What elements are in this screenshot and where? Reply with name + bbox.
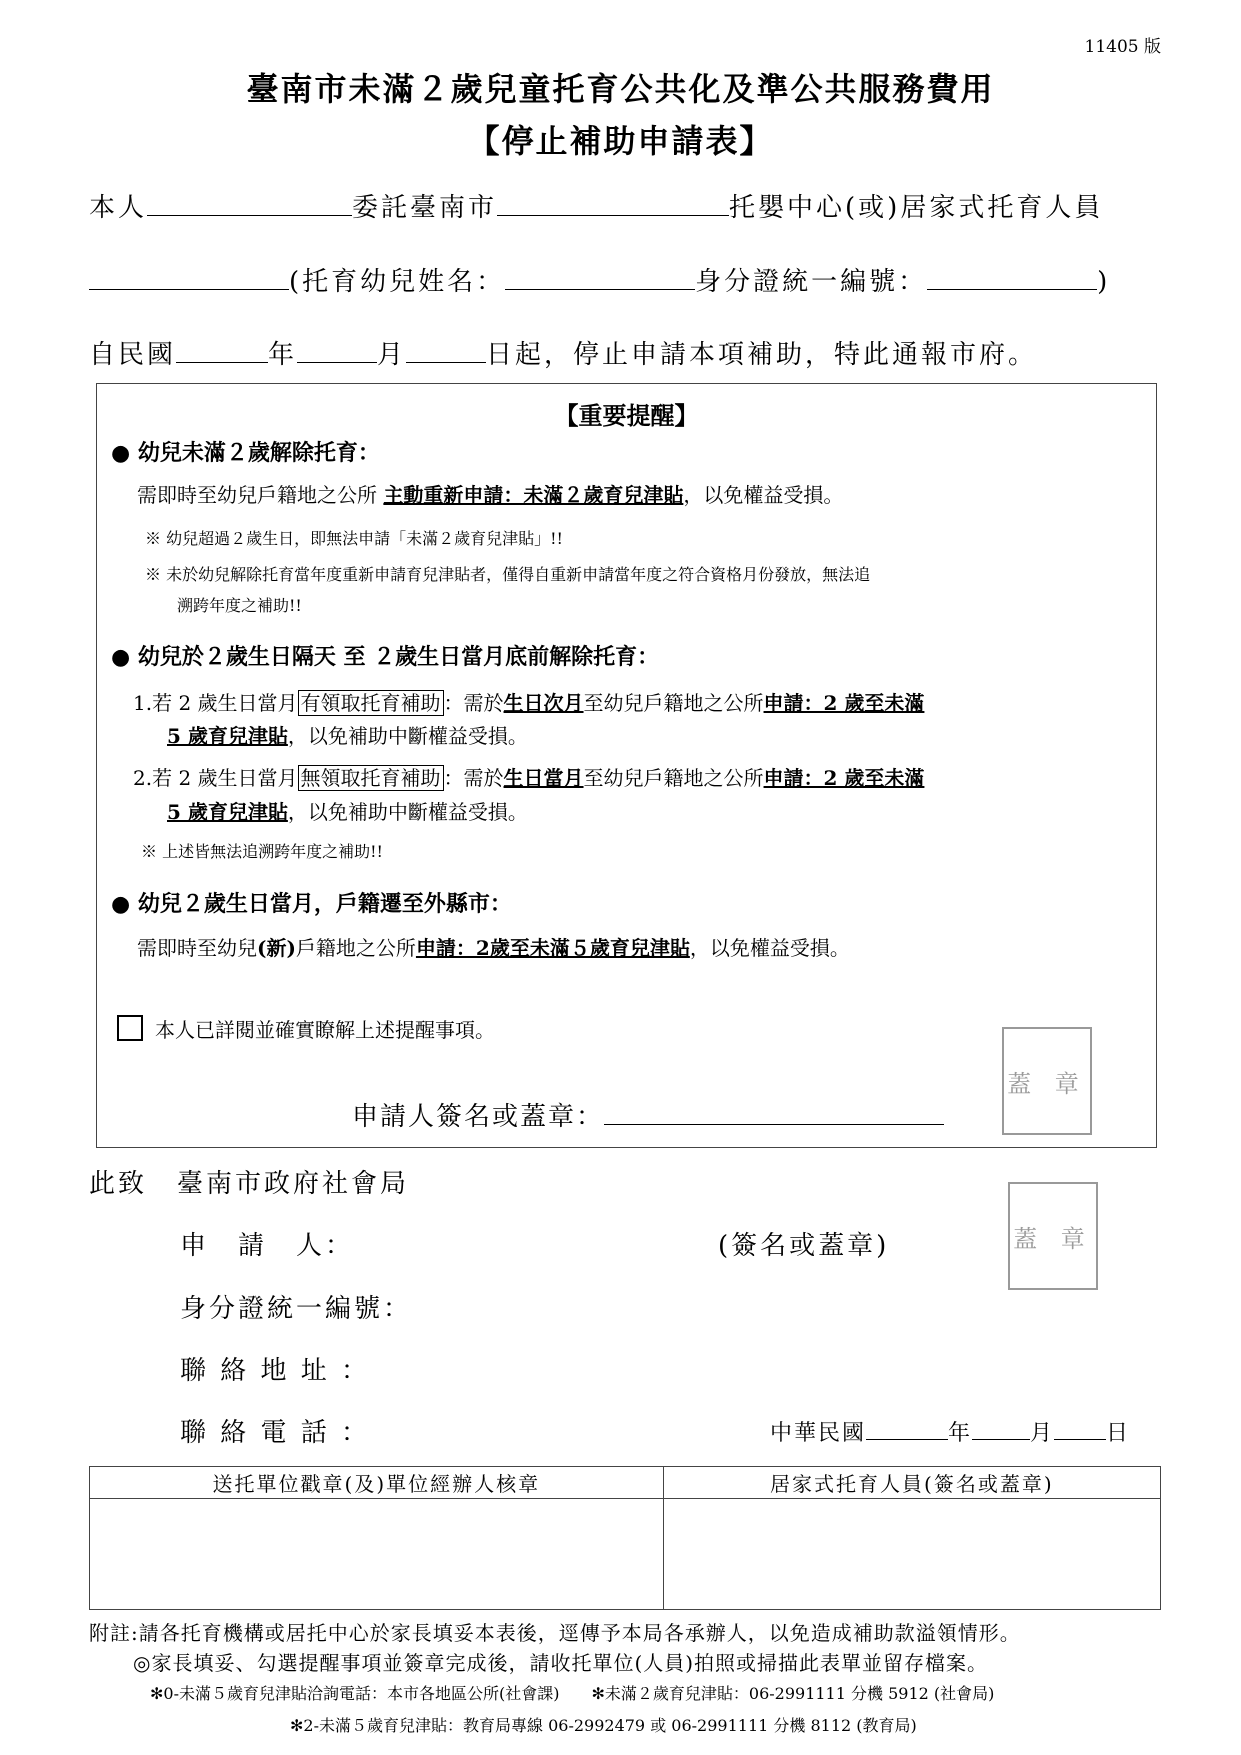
statement-line-3: 自民國 年 月 日起，停止申請本項補助，特此通報市府。 xyxy=(89,334,1037,371)
statement-line-1 xyxy=(89,187,1103,224)
center-name-blank[interactable] xyxy=(497,189,729,216)
section-2-item-2: 2.若 2 歲生日當月 無領取托育補助 ：需於生日當月至幼兒戶籍地之公所申請：2 歲至未滿 xyxy=(133,766,925,790)
form-subtitle: 【停止補助申請表】 xyxy=(467,122,774,160)
day-blank[interactable] xyxy=(406,336,486,363)
section-1-note-2-cont: 溯跨年度之補助!! xyxy=(177,596,302,615)
stamp-box-1[interactable]: 蓋 章 xyxy=(1002,1027,1092,1135)
text-child-name: (托育幼兒姓名： xyxy=(289,267,506,297)
applicant-name-blank[interactable] xyxy=(147,189,352,216)
date-day-blank[interactable] xyxy=(1054,1417,1106,1440)
child-id-blank[interactable] xyxy=(927,263,1097,290)
footer-note-2: ◎家長填妥、勾選提醒事項並簽章完成後，請收托單位(人員)拍照或掃描此表單並留存檔案。 xyxy=(133,1651,989,1675)
date-row: 中華民國 年 月 日 xyxy=(770,1416,1130,1447)
acknowledge-label: 本人已詳閱並確實瞭解上述提醒事項。 xyxy=(155,1018,495,1042)
section-1-note-2: ※ 未於幼兒解除托育當年度重新申請育兒津貼者，僅得自重新申請當年度之符合資格月份發放，無法追 xyxy=(145,565,871,584)
signature-table xyxy=(89,1466,1161,1610)
version-label: 11405 版 xyxy=(1084,37,1161,57)
text-center-type: 托嬰中心(或)居家式托育人員 xyxy=(729,193,1104,223)
section-2-note: ※ 上述皆無法追溯跨年度之補助!! xyxy=(141,842,383,861)
acknowledge-row xyxy=(117,1014,495,1043)
table-header-caregiver: 居家式托育人員(簽名或蓋章) xyxy=(663,1467,1160,1499)
applicant-label: 申 請 人： xyxy=(180,1231,355,1261)
text-entrust: 委託臺南市 xyxy=(352,193,498,223)
section-1-note-1: ※ 幼兒超過２歲生日，即無法申請「未滿２歲育兒津貼」!! xyxy=(145,529,563,548)
section-2-heading: ● 幼兒於２歲生日隔天 至 ２歲生日當月底前解除托育： xyxy=(111,644,660,670)
statement-line-2: (托育幼兒姓名： 身分證統一編號： ) xyxy=(89,261,1110,298)
table-header-unit: 送托單位戳章(及)單位經辦人核章 xyxy=(90,1467,664,1499)
section-2-item-1-cont: 5 歲育兒津貼，以免補助中斷權益受損。 xyxy=(167,724,528,748)
phone-label: 聯 絡 電 話 ： xyxy=(180,1418,371,1448)
addressee-row: 此致 臺南市政府社會局 xyxy=(89,1169,410,1199)
section-3-text: 需即時至幼兒(新)戶籍地之公所申請：2歲至未滿５歲育兒津貼，以免權益受損。 xyxy=(137,936,850,960)
date-year-blank[interactable] xyxy=(866,1417,948,1440)
footer-note-3: ✻0-未滿５歲育兒津貼洽詢電話：本市各地區公所(社會課) ✻未滿２歲育兒津貼：06-2991111 分機 5912 (社會局) xyxy=(150,1684,995,1703)
date-month-blank[interactable] xyxy=(972,1417,1030,1440)
applicant-sign-blank[interactable] xyxy=(604,1098,944,1125)
section-2-item-1: 1.若 2 歲生日當月 有領取托育補助 ：需於生日次月至幼兒戶籍地之公所申請：2 歲至未滿 xyxy=(133,691,925,715)
footer-note-4: ✻2-未滿５歲育兒津貼：教育局專線 06-2992479 或 06-2991111 分機 8112 (教育局) xyxy=(290,1716,917,1735)
section-3-heading: ● 幼兒２歲生日當月，戶籍遷至外縣市： xyxy=(111,891,512,917)
form-title: 臺南市未滿２歲兒童托育公共化及準公共服務費用 xyxy=(246,70,995,108)
reminder-box xyxy=(96,383,1157,1148)
year-blank[interactable] xyxy=(176,336,268,363)
month-blank[interactable] xyxy=(297,336,377,363)
sign-hint: (簽名或蓋章) xyxy=(718,1231,890,1261)
address-label: 聯 絡 地 址 ： xyxy=(180,1356,371,1386)
reminder-title: 【重要提醒】 xyxy=(554,401,699,430)
section-1-text: 需即時至幼兒戶籍地之公所 主動重新申請：未滿２歲育兒津貼，以免權益受損。 xyxy=(137,483,844,507)
applicant-sign-row: 申請人簽名或蓋章： xyxy=(352,1096,944,1133)
unit-stamp-cell[interactable] xyxy=(90,1499,664,1610)
text-self: 本人 xyxy=(89,193,148,223)
id-number-label: 身分證統一編號： xyxy=(180,1294,413,1324)
caregiver-sign-cell[interactable] xyxy=(663,1499,1160,1610)
caregiver-name-blank[interactable] xyxy=(89,263,289,290)
child-name-blank[interactable] xyxy=(505,263,695,290)
section-1-heading: ● 幼兒未滿２歲解除托育： xyxy=(111,440,380,466)
footer-note-1: 附註:請各托育機構或居托中心於家長填妥本表後，逕傳予本局各承辦人，以免造成補助款溢領情形。 xyxy=(89,1621,1021,1645)
stamp-box-2[interactable]: 蓋 章 xyxy=(1008,1182,1098,1290)
section-2-item-2-cont: 5 歲育兒津貼，以免補助中斷權益受損。 xyxy=(167,800,528,824)
text-id-number: 身分證統一編號： xyxy=(695,267,928,297)
acknowledge-checkbox[interactable] xyxy=(117,1015,143,1041)
